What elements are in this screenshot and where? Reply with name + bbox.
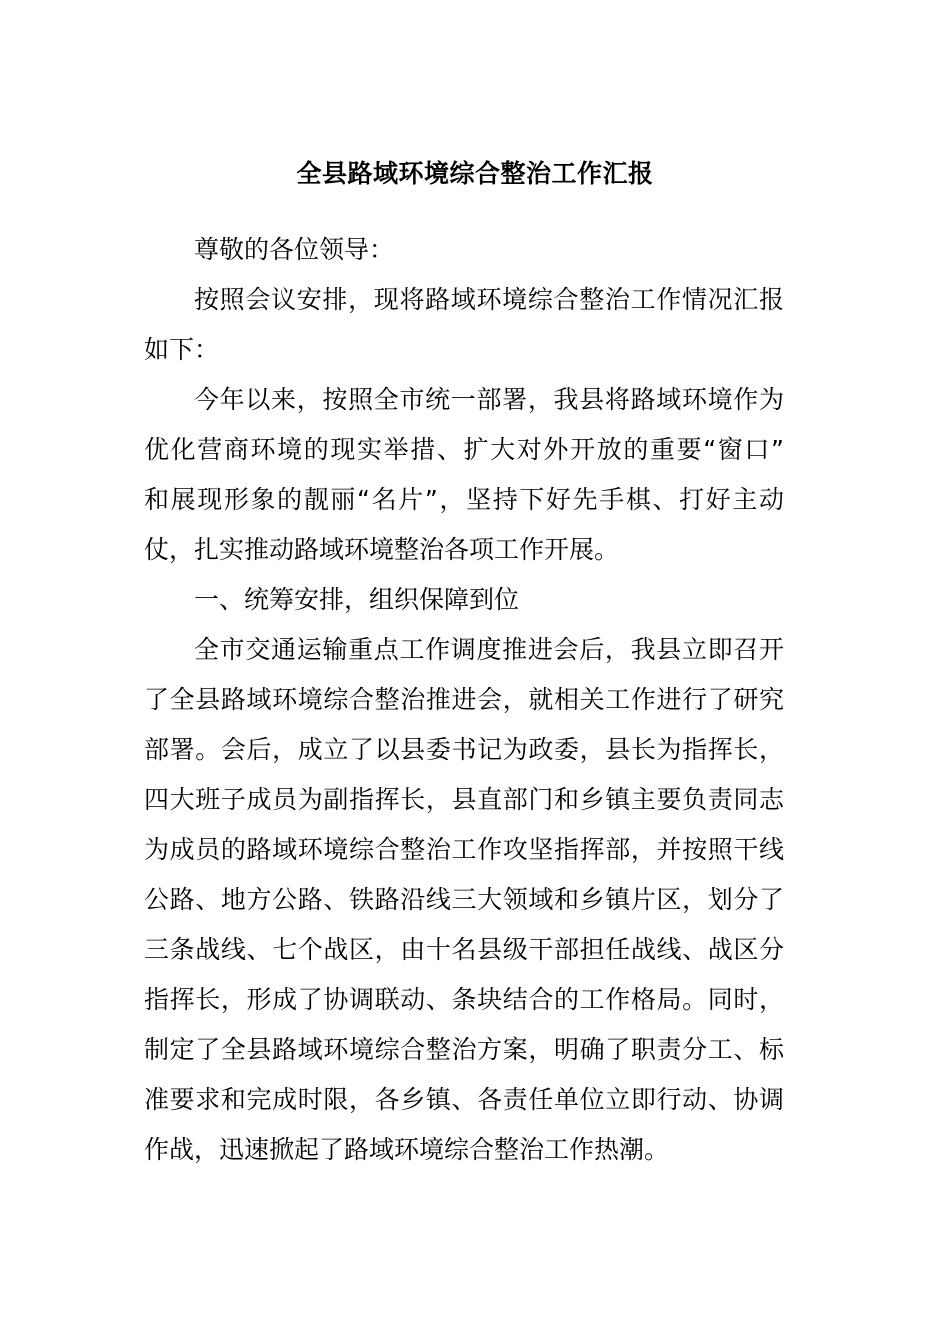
text-line: 一、统筹安排，组织保障到位 — [194, 585, 520, 614]
text-line: 尊敬的各位领导： — [194, 235, 395, 264]
document-body — [144, 225, 784, 1175]
text-line: 全市交通运输重点工作调度推进会后，我县立即召开 — [194, 635, 784, 664]
text-line: 部署。会后，成立了以县委书记为政委，县长为指挥长， — [144, 735, 784, 764]
text-line: 如下： — [144, 335, 220, 364]
text-line: 今年以来，按照全市统一部署，我县将路域环境作为 — [194, 385, 784, 414]
text-line: 公路、地方公路、铁路沿线三大领域和乡镇片区，划分了 — [144, 885, 784, 914]
paragraph-intro — [144, 275, 784, 375]
text-line: 指挥长，形成了协调联动、条块结合的工作格局。同时， — [144, 985, 784, 1014]
text-line: 优化营商环境的现实举措、扩大对外开放的重要“窗口” — [144, 435, 784, 464]
paragraph-section-one — [144, 625, 784, 1175]
text-line: 作战，迅速掀起了路域环境综合整治工作热潮。 — [144, 1135, 670, 1164]
text-line: 制定了全县路域环境综合整治方案，明确了职责分工、标 — [144, 1035, 784, 1064]
text-line: 按照会议安排，现将路域环境综合整治工作情况汇报 — [194, 285, 784, 314]
text-line: 四大班子成员为副指挥长，县直部门和乡镇主要负责同志 — [144, 785, 784, 814]
paragraph-salutation — [144, 225, 784, 275]
document-title: 全县路域环境综合整治工作汇报 — [296, 159, 654, 188]
text-line: 仗，扎实推动路域环境整治各项工作开展。 — [144, 535, 620, 564]
text-line: 三条战线、七个战区，由十名县级干部担任战线、战区分 — [144, 935, 784, 964]
text-line: 为成员的路域环境综合整治工作攻坚指挥部，并按照干线 — [144, 835, 784, 864]
text-line: 准要求和完成时限，各乡镇、各责任单位立即行动、协调 — [144, 1085, 784, 1114]
text-line: 了全县路域环境综合整治推进会，就相关工作进行了研究 — [144, 685, 784, 714]
paragraph-overview — [144, 375, 784, 575]
section-heading — [144, 575, 784, 625]
text-line: 和展现形象的靓丽“名片”，坚持下好先手棋、打好主动 — [144, 485, 784, 514]
